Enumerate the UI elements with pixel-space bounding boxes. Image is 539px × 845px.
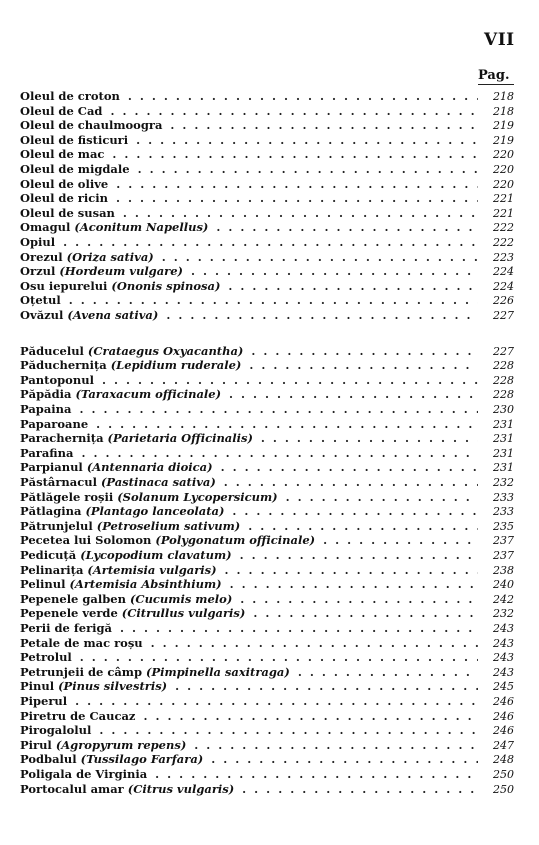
entry-page-number: 232 <box>493 607 514 621</box>
header-underline <box>478 84 514 85</box>
index-entry <box>20 104 514 119</box>
dot-leaders <box>80 650 478 665</box>
dot-leaders <box>224 475 478 490</box>
entry-page-number: 243 <box>493 651 514 665</box>
entry-name: Pătrunjelul <box>20 518 93 533</box>
entry-page-number: 237 <box>493 549 514 562</box>
index-entry <box>20 694 514 709</box>
index-entry <box>20 264 514 279</box>
index-entry <box>20 504 514 519</box>
dot-leaders <box>116 191 478 206</box>
dot-leaders <box>216 220 478 235</box>
index-entry <box>20 373 514 388</box>
entry-latin-name: (Tussilago Farfara) <box>80 752 204 767</box>
entry-name: Oleul de ricin <box>20 191 108 206</box>
index-entry <box>20 358 514 373</box>
index-entry <box>20 738 514 753</box>
entry-name: Petale de mac roșu <box>20 635 143 650</box>
index-entry <box>20 162 514 177</box>
entry-page-number: 220 <box>493 177 514 191</box>
entry-name: Păducelul <box>20 343 84 358</box>
entry-name: Pedicuță <box>20 548 77 562</box>
entry-name: Pelinarița <box>20 562 84 577</box>
entry-page-number: 224 <box>493 265 514 279</box>
dot-leaders <box>261 431 478 446</box>
dot-leaders <box>138 162 478 177</box>
entry-page-number: 220 <box>493 163 514 176</box>
entry-latin-name: (Plantago lanceolata) <box>85 504 225 519</box>
dot-leaders <box>75 694 478 709</box>
entry-name: Petrolul <box>20 650 72 665</box>
entry-name: Orezul <box>20 249 63 264</box>
dot-leaders <box>151 636 478 651</box>
entry-page-number: 231 <box>493 417 514 431</box>
dot-leaders <box>230 577 478 592</box>
entry-page-number: 247 <box>493 738 514 752</box>
index-entry <box>20 133 514 148</box>
entry-name: Piperul <box>20 694 68 708</box>
entry-name: Pelinul <box>20 577 66 592</box>
entry-page-number: 230 <box>493 403 514 416</box>
entry-name: Păstârnacul <box>20 475 97 489</box>
entry-page-number: 228 <box>493 359 514 373</box>
index-entry <box>20 308 514 323</box>
entry-name: Piretru de Caucaz <box>20 708 136 723</box>
index-entry <box>20 665 514 680</box>
dot-leaders <box>128 89 478 104</box>
entry-page-number: 218 <box>493 104 514 118</box>
index-entry <box>20 592 514 607</box>
dot-leaders <box>249 358 478 373</box>
entry-latin-name: (Pimpinella saxitraga) <box>146 664 290 679</box>
entry-name: Parafina <box>20 445 74 460</box>
entry-page-number: 243 <box>493 665 514 679</box>
index-entry <box>20 533 514 548</box>
index-entry <box>20 293 514 308</box>
dot-leaders <box>253 606 478 621</box>
dot-leaders <box>228 279 478 294</box>
index-entry <box>20 767 514 782</box>
entry-name: Petrunjeii de câmp <box>20 664 142 679</box>
page-number: VII <box>484 30 515 50</box>
entry-name: Orzul <box>20 264 56 279</box>
entry-page-number: 223 <box>493 250 514 264</box>
dot-leaders <box>112 147 478 162</box>
entry-page-number: 237 <box>493 534 514 548</box>
dot-leaders <box>81 446 478 461</box>
entry-name: Portocalul amar <box>20 781 124 796</box>
index-entry <box>20 679 514 694</box>
entry-page-number: 221 <box>493 192 514 206</box>
dot-leaders <box>110 104 478 119</box>
entry-name: Parpianul <box>20 460 83 475</box>
dot-leaders <box>136 133 478 148</box>
dot-leaders <box>323 533 478 548</box>
entry-name: Oleul de olive <box>20 176 109 191</box>
entry-latin-name: (Pastinaca sativa) <box>100 475 216 489</box>
entry-name: Ovăzul <box>20 308 64 322</box>
entry-name: Perii de ferigă <box>20 621 112 635</box>
index-entry <box>20 563 514 578</box>
entry-latin-name: (Lycopodium clavatum) <box>80 548 232 562</box>
entry-name: Oleul de fisticuri <box>20 132 129 147</box>
entry-page-number: 248 <box>493 753 514 767</box>
entry-page-number: 222 <box>493 221 514 235</box>
entry-name: Pecetea lui Solomon <box>20 533 152 548</box>
entry-name: Pătlagina <box>20 504 82 519</box>
entry-page-number: 219 <box>493 119 514 133</box>
index-entry <box>20 475 514 490</box>
index-entry <box>20 723 514 738</box>
entry-latin-name: (Cucumis melo) <box>129 591 233 606</box>
entry-page-number: 240 <box>493 578 514 592</box>
entry-latin-name: (Avena sativa) <box>67 308 159 322</box>
dot-leaders <box>162 250 478 265</box>
entry-latin-name: (Crataegus Oxyacantha) <box>87 343 244 358</box>
index-entry <box>20 621 514 636</box>
entry-page-number: 246 <box>493 724 514 738</box>
dot-leaders <box>191 264 478 279</box>
dot-leaders <box>99 723 478 738</box>
entry-latin-name: (Artemisia Absinthium) <box>69 577 222 592</box>
entry-page-number: 231 <box>493 461 514 475</box>
entry-name: Pepenele verde <box>20 606 118 621</box>
entry-latin-name: (Solanum Lycopersicum) <box>117 489 278 504</box>
entry-page-number: 226 <box>493 294 514 308</box>
entry-page-number: 242 <box>493 592 514 606</box>
index-entry <box>20 548 514 563</box>
dot-leaders <box>120 621 478 636</box>
entry-page-number: 220 <box>493 148 514 162</box>
entry-page-number: 246 <box>493 695 514 708</box>
entry-name: Pirogalolul <box>20 723 92 738</box>
entry-name: Paparoane <box>20 416 89 431</box>
dot-leaders <box>143 709 478 724</box>
index-entry <box>20 636 514 651</box>
entry-name: Pinul <box>20 679 55 694</box>
entry-latin-name: (Antennaria dioica) <box>86 460 213 475</box>
dot-leaders <box>166 308 478 323</box>
dot-leaders <box>155 767 478 782</box>
dot-leaders <box>175 679 478 694</box>
dot-leaders <box>194 738 478 753</box>
index-entry <box>20 577 514 592</box>
index-entry <box>20 250 514 265</box>
entry-latin-name: (Polygonatum officinale) <box>155 533 316 548</box>
index-entry <box>20 279 514 294</box>
entry-page-number: 233 <box>493 505 514 519</box>
entry-latin-name: (Hordeum vulgare) <box>59 264 183 279</box>
index-entry <box>20 191 514 206</box>
dot-leaders <box>229 387 478 402</box>
entry-page-number: 238 <box>493 563 514 577</box>
index-entry <box>20 344 514 359</box>
entry-page-number: 246 <box>493 709 514 723</box>
entry-page-number: 228 <box>493 373 514 387</box>
index-entry <box>20 606 514 621</box>
dot-leaders <box>102 373 478 388</box>
index-entry <box>20 782 514 797</box>
dot-leaders <box>69 293 478 308</box>
entry-name: Oleul de susan <box>20 205 115 220</box>
entry-page-number: 224 <box>493 279 514 293</box>
entry-page-number: 250 <box>493 768 514 781</box>
dot-leaders <box>211 752 478 767</box>
entry-page-number: 243 <box>493 636 514 650</box>
entry-latin-name: (Oriza sativa) <box>66 249 154 264</box>
index-entry <box>20 650 514 665</box>
entry-name: Pepenele galben <box>20 591 126 606</box>
entry-name: Oleul de chaulmoogra <box>20 118 163 133</box>
entry-page-number: 227 <box>493 344 514 358</box>
entry-page-number: 250 <box>493 782 514 796</box>
entry-latin-name: (Citrus vulgaris) <box>127 781 235 796</box>
index-entry <box>20 709 514 724</box>
dot-leaders <box>248 519 478 534</box>
entry-name: Omagul <box>20 220 71 235</box>
entry-page-number: 231 <box>493 446 514 460</box>
entry-name: Pantoponul <box>20 372 94 387</box>
entry-latin-name: (Pinus silvestris) <box>58 679 168 694</box>
entry-name: Păduchernița <box>20 358 107 373</box>
entry-page-number: 228 <box>493 388 514 402</box>
index-entry <box>20 220 514 235</box>
index-entry <box>20 752 514 767</box>
page-column-header: Pag. <box>478 68 510 83</box>
entry-name: Poligala de Virginia <box>20 767 148 781</box>
dot-leaders <box>79 402 478 417</box>
index-entry <box>20 147 514 162</box>
entry-latin-name: (Agropyrum repens) <box>55 737 187 752</box>
entry-latin-name: (Petroselium sativum) <box>96 518 241 533</box>
dot-leaders <box>251 344 478 359</box>
entry-page-number: 232 <box>493 476 514 489</box>
dot-leaders <box>232 504 478 519</box>
entry-latin-name: (Aconitum Napellus) <box>74 220 209 235</box>
index-entry <box>20 387 514 402</box>
entry-page-number: 243 <box>493 622 514 635</box>
dot-leaders <box>240 548 478 563</box>
index-entry <box>20 118 514 133</box>
dot-leaders <box>170 118 478 133</box>
entry-name: Oleul de migdale <box>20 162 130 176</box>
entry-page-number: 222 <box>493 236 514 249</box>
dot-leaders <box>63 235 478 250</box>
entry-latin-name: (Parietaria Officinalis) <box>107 431 253 446</box>
entry-name: Oleul de mac <box>20 147 105 162</box>
index-entry <box>20 402 514 417</box>
entry-latin-name: (Lepidium ruderale) <box>110 358 242 373</box>
entry-latin-name: (Ononis spinosa) <box>111 278 221 293</box>
index-entry <box>20 490 514 505</box>
entry-page-number: 219 <box>493 133 514 147</box>
entry-name: Oțetul <box>20 293 61 308</box>
index-entry <box>20 460 514 475</box>
dot-leaders <box>221 460 478 475</box>
entry-name: Podbalul <box>20 752 77 767</box>
entry-page-number: 235 <box>493 519 514 533</box>
entry-name: Păpădia <box>20 387 72 402</box>
entry-name: Papaina <box>20 402 72 416</box>
entry-page-number: 218 <box>493 90 514 103</box>
entry-name: Osu iepurelui <box>20 278 108 293</box>
entry-name: Oleul de Cad <box>20 103 103 118</box>
entry-page-number: 221 <box>493 206 514 220</box>
dot-leaders <box>286 490 478 505</box>
index-entry <box>20 446 514 461</box>
index-entry <box>20 417 514 432</box>
entry-latin-name: (Taraxacum officinale) <box>75 387 222 402</box>
entry-page-number: 245 <box>493 680 514 694</box>
entry-page-number: 227 <box>493 309 514 322</box>
entry-name: Oleul de croton <box>20 89 120 103</box>
entry-name: Opiul <box>20 235 56 249</box>
index-entry <box>20 235 514 250</box>
entry-page-number: 233 <box>493 490 514 504</box>
entry-latin-name: (Artemisia vulgaris) <box>87 562 217 577</box>
entry-name: Pirul <box>20 737 52 752</box>
index-entry <box>20 206 514 221</box>
dot-leaders <box>240 592 478 607</box>
entry-name: Pătlăgele roșii <box>20 489 114 504</box>
index-entry <box>20 431 514 446</box>
entry-page-number: 231 <box>493 432 514 446</box>
index-entry <box>20 519 514 534</box>
dot-leaders <box>298 665 478 680</box>
index-entry <box>20 89 514 104</box>
index-entry <box>20 177 514 192</box>
entry-name: Parachernița <box>20 431 104 446</box>
entry-latin-name: (Citrullus vulgaris) <box>121 606 246 621</box>
dot-leaders <box>116 177 478 192</box>
dot-leaders <box>96 417 478 432</box>
dot-leaders <box>123 206 478 221</box>
dot-leaders <box>242 782 478 797</box>
dot-leaders <box>225 563 478 578</box>
